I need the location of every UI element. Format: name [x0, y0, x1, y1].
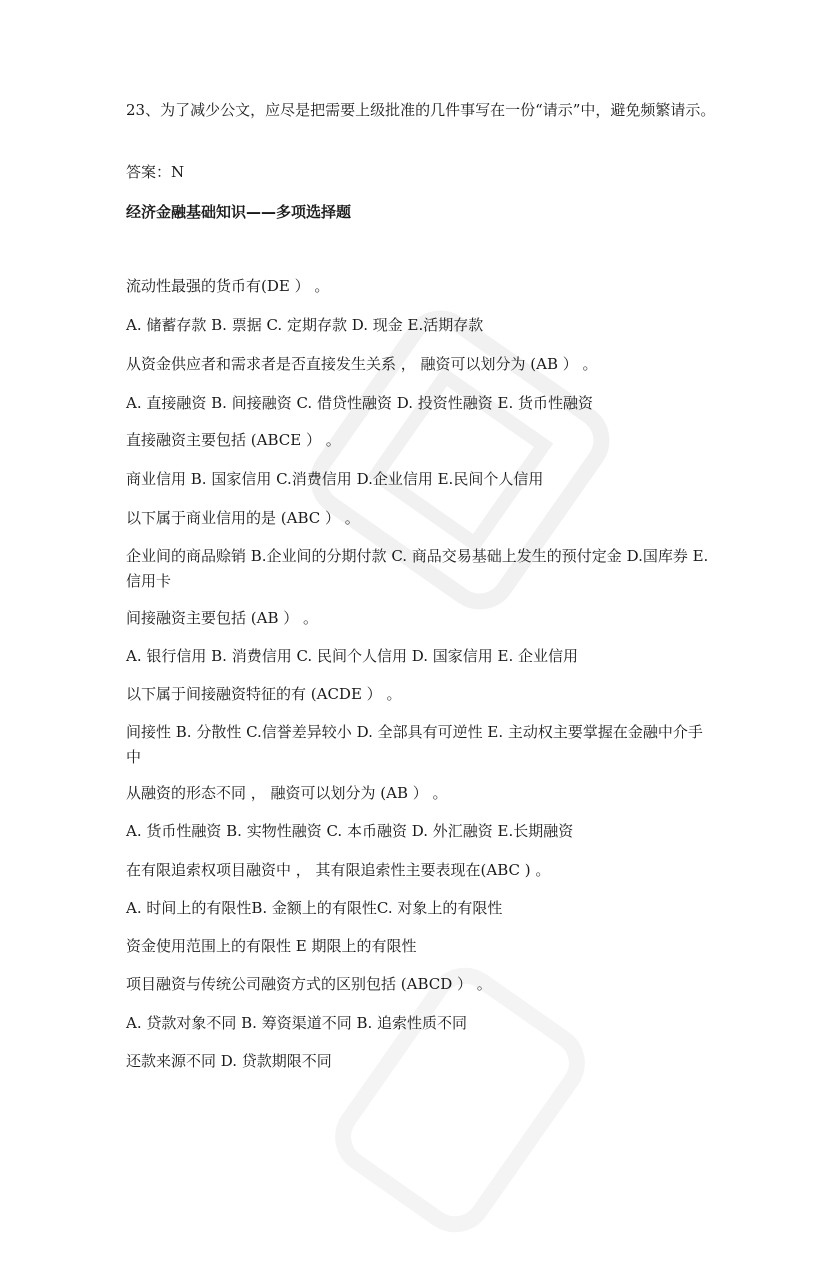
options-line: 商业信用 B. 国家信用 C.消费信用 D.企业信用 E.民间个人信用 [126, 470, 544, 488]
question-text: 间接融资主要包括 (AB ） 。 [126, 609, 319, 627]
options-line: 间接性 B. 分散性 C.信誉差异较小 D. 全部具有可逆性 E. 主动权主要掌握在金融中介手中 [126, 723, 703, 766]
options-line: A. 直接融资 B. 间接融资 C. 借贷性融资 D. 投资性融资 E. 货币性融资 [126, 394, 593, 412]
question-text: 以下属于商业信用的是 (ABC ） 。 [126, 509, 360, 527]
question-23-answer: 答案：N [126, 163, 185, 181]
question-text: 直接融资主要包括 (ABCE ） 。 [126, 431, 341, 449]
options-line: 企业间的商品赊销 B.企业间的分期付款 C. 商品交易基础上发生的预付定金 D.国库券 E.信用卡 [126, 547, 709, 590]
options-line: A. 储蓄存款 B. 票据 C. 定期存款 D. 现金 E.活期存款 [126, 316, 484, 334]
options-line: 资金使用范围上的有限性 E 期限上的有限性 [126, 937, 417, 955]
question-text: 从资金供应者和需求者是否直接发生关系 ， 融资可以划分为 (AB ） 。 [126, 355, 598, 373]
question-23-text: 23、为了减少公文，应尽是把需要上级批准的几件事写在一份“请示”中，避免频繁请示。 [126, 101, 716, 119]
options-line: 还款来源不同 D. 贷款期限不同 [126, 1052, 332, 1070]
options-line: A. 银行信用 B. 消费信用 C. 民间个人信用 D. 国家信用 E. 企业信用 [126, 647, 578, 665]
options-line: A. 时间上的有限性B. 金额上的有限性C. 对象上的有限性 [126, 899, 503, 917]
question-text: 项目融资与传统公司融资方式的区别包括 (ABCD ） 。 [126, 975, 492, 993]
options-line: A. 货币性融资 B. 实物性融资 C. 本币融资 D. 外汇融资 E.长期融资 [126, 822, 574, 840]
question-text: 在有限追索权项目融资中 ， 其有限追索性主要表现在(ABC ) 。 [126, 861, 551, 879]
options-line: A. 贷款对象不同 B. 筹资渠道不同 B. 追索性质不同 [126, 1014, 468, 1032]
question-text: 流动性最强的货币有(DE ） 。 [126, 277, 330, 295]
section-title: 经济金融基础知识——多项选择题 [126, 203, 352, 221]
question-text: 从融资的形态不同 ， 融资可以划分为 (AB ） 。 [126, 784, 448, 802]
question-text: 以下属于间接融资特征的有 (ACDE ） 。 [126, 685, 402, 703]
